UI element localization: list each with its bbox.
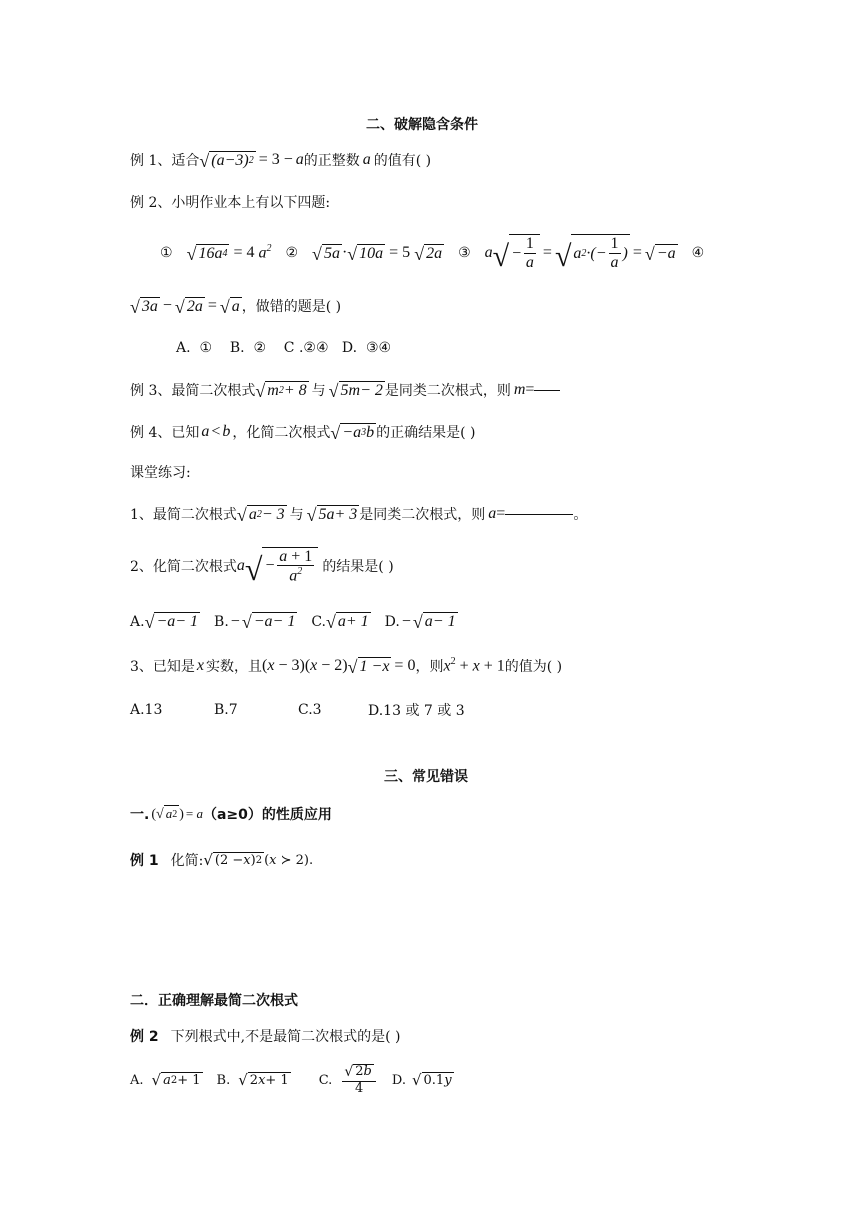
option-c: C.3 xyxy=(298,702,322,718)
answer-blank[interactable] xyxy=(534,390,560,391)
ex2-text: 下列根式中,不是最简二次根式的是( ) xyxy=(170,1029,401,1045)
ex3-prefix: 例 3、最简二次根式 xyxy=(130,383,256,399)
section-title-2: 二、破解隐含条件 xyxy=(366,117,478,133)
example-2-item-4: √ 3 a − √ 2 a = √ a ，做错的题是( ) xyxy=(130,296,342,317)
marker-3: ③ xyxy=(458,245,471,261)
ex1-label: 例 1 xyxy=(130,853,159,869)
ex1-suffix: 的正整数 xyxy=(303,153,360,169)
p1-prefix: 1、最简二次根式 xyxy=(130,507,237,523)
practice-3-options xyxy=(130,700,465,720)
example-4: 例 4、已知 a < b ，化简二次根式 √ − a 3 b 的正确结果是( ) xyxy=(130,422,476,443)
ex1-end: 的值有( ) xyxy=(373,153,432,169)
sub1-prefix: 一. xyxy=(130,807,150,823)
option-c: C. xyxy=(311,613,326,630)
p3-suffix: 的值为( ) xyxy=(504,659,563,675)
practice-3: 3、已知是 x 实数，且 (x − 3)(x − 2) √ 1 − x = 0 ，则 $x^2 + x + 1$ 的值为( ) xyxy=(130,656,563,677)
answer-blank[interactable] xyxy=(505,514,573,515)
example-2-intro: 例 2、小明作业本上有以下四题: xyxy=(130,195,331,211)
ex2-tail: ，做错的题是( ) xyxy=(241,299,342,315)
section3-example-2 xyxy=(130,1026,400,1046)
section-title-3: 三、常见错误 xyxy=(384,769,468,785)
example-1: 例 1、适合 √ ( a −3) 2 = 3 − a 的正整数 a 的值有( ) xyxy=(130,150,432,171)
practice-title: 课堂练习: xyxy=(130,465,191,481)
option-b: B.7 xyxy=(214,702,238,718)
sub1-suffix: （a≥0）的性质应用 xyxy=(202,807,332,823)
p2-suffix: 的结果是( ) xyxy=(322,559,394,575)
option-a: A. xyxy=(130,1072,144,1088)
ex3-suffix: 是同类二次根式，则 xyxy=(384,383,511,399)
option-c: C. xyxy=(318,1072,333,1088)
p3-mid: 实数，且 xyxy=(206,659,263,675)
marker-1: ① xyxy=(160,245,173,261)
option-d: D.13 或 7 或 3 xyxy=(368,703,465,719)
ex1-prefix: 例 1、适合 xyxy=(130,153,200,169)
practice-2-options: A. √ − a − 1 B. − √ − a − 1 C. √ a + 1 D. − √ a − 1 xyxy=(130,612,456,632)
p1-end: 。 xyxy=(573,507,588,523)
option-d: D. xyxy=(391,1072,406,1088)
practice-1: 1、最简二次根式 √ a 2 − 3 与 √ 5 a + 3 是同类二次根式，则 a = 。 xyxy=(130,504,588,525)
marker-2: ② xyxy=(285,245,299,261)
p1-suffix: 是同类二次根式，则 xyxy=(359,507,486,523)
subsection-1: 一. ( √ a 2 ) = a （a≥0）的性质应用 xyxy=(130,806,332,823)
example-2-formulas: ① √ 16 a 4 = 4 $a^2$ ② √ 5 a · √ 10 a = 5 √ 2 a ③ a √ − $\frac{1}{a}$ = √ a 2 ·(− $\frac{1}{a}$ ) = √ − a ④ xyxy=(160,235,705,273)
section3-example-2-options: A. √ a 2 + 1 B. √ 2 x + 1 C. √ 2 b 4 D. √ 0.1 y xyxy=(130,1064,452,1096)
p3-prefix: 3、已知是 xyxy=(130,659,195,675)
subsection-2: 二．正确理解最简二次根式 xyxy=(130,993,298,1009)
ex3-mid: 与 xyxy=(311,383,326,399)
marker-4: ④ xyxy=(691,245,705,261)
option-a: A. xyxy=(130,613,145,630)
option-b: B. xyxy=(216,1072,231,1088)
option-d: D. xyxy=(384,613,400,630)
p1-mid: 与 xyxy=(289,507,304,523)
option-b: B. xyxy=(214,613,229,630)
practice-2: 2、化简二次根式 a √ − $\frac{a + 1}{a^2}$ 的结果是( ) xyxy=(130,547,394,588)
example-2-options: A. ① B. ② C .②④ D. ③④ xyxy=(176,340,392,356)
option-a: A.13 xyxy=(130,702,163,718)
ex1-text: 化简: xyxy=(170,853,204,869)
p2-prefix: 2、化简二次根式 xyxy=(130,559,237,575)
ex4-prefix: 例 4、已知 xyxy=(130,425,200,441)
section3-example-1: 例 1 化简: √ (2 − x ) 2 (x ≻ 2). xyxy=(130,851,314,869)
ex4-suffix: 的正确结果是( ) xyxy=(376,425,476,441)
p3-mid2: ，则 xyxy=(415,659,444,675)
ex2-label: 例 2 xyxy=(130,1029,159,1045)
sqrt-expression: √ ( a −3) 2 xyxy=(199,150,254,171)
example-3: 例 3、最简二次根式 √ m 2 + 8 与 √ 5 m − 2 是同类二次根式，则 m = xyxy=(130,380,560,400)
ex4-mid: ，化简二次根式 xyxy=(232,425,331,441)
